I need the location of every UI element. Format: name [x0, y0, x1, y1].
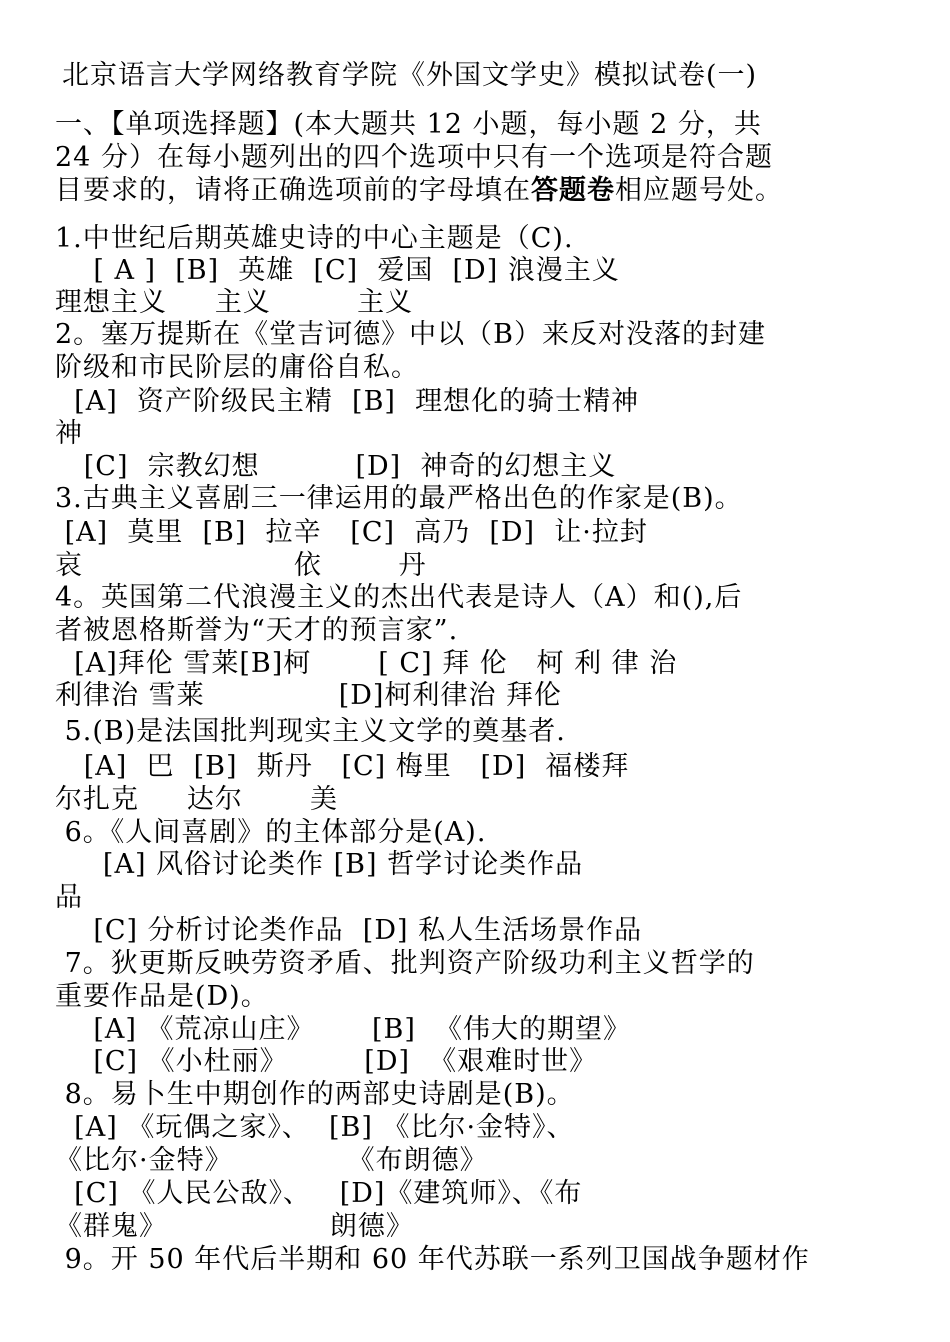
question-line: [A] 《荒凉山庄》 [B] 《伟大的期望》	[55, 1014, 632, 1045]
question-line: [C] 《小杜丽》 [D] 《艰难时世》	[55, 1046, 598, 1077]
section-intro-3a: 目要求的，请将正确选项前的字母填在	[55, 175, 531, 206]
question-line: [A] 《玩偶之家》、 [B] 《比尔·金特》、	[55, 1112, 575, 1143]
question-line: 品	[55, 882, 83, 913]
question-line: [C] 分析讨论类作品 [D] 私人生活场景作品	[55, 915, 643, 946]
question-line: 利律治 雪莱 [D]柯利律治 拜伦	[55, 680, 563, 711]
question-line: [A]拜伦 雪莱[B]柯 [ C] 拜 伦 柯 利 律 治	[55, 648, 678, 679]
question-line: [A] 巴 [B] 斯丹 [C] 梅里 [D] 福楼拜	[55, 751, 630, 782]
question-line: 者被恩格斯誉为“天才的预言家”.	[55, 615, 459, 646]
section-intro-2: 24 分）在每小题列出的四个选项中只有一个选项是符合题	[55, 142, 773, 173]
question-line: 7。狄更斯反映劳资矛盾、批判资产阶级功利主义哲学的	[55, 948, 755, 979]
section-heading-line	[55, 108, 762, 141]
question-line: 阶级和市民阶层的庸俗自私。	[55, 352, 419, 383]
question-line: 3.古典主义喜剧三一律运用的最严格出色的作家是(B)。	[55, 483, 743, 514]
question-line: 2。塞万提斯在《堂吉诃德》中以（B）来反对没落的封建	[55, 319, 767, 350]
question-line: 重要作品是(D)。	[55, 981, 269, 1012]
section-intro-3c: 相应题号处。	[615, 175, 783, 206]
question-line: 8。易卜生中期创作的两部史诗剧是(B)。	[55, 1079, 575, 1110]
question-line: 尔扎克 达尔 美	[55, 784, 338, 815]
question-line: 6。《人间喜剧》的主体部分是(A).	[55, 817, 487, 848]
question-line: [ A ] [B] 英雄 [C] 爱国 [D] 浪漫主义	[55, 255, 620, 286]
section-lead: 一、【单项选择题】	[55, 109, 294, 140]
question-line: 5.(B)是法国批判现实主义文学的奠基者.	[55, 716, 566, 747]
section-intro-1: (本大题共 12 小题，每小题 2 分，共	[293, 109, 762, 140]
question-line: [A] 风俗讨论类作 [B] 哲学讨论类作品	[55, 849, 584, 880]
document-title: 北京语言大学网络教育学院《外国文学史》模拟试卷(一)	[62, 60, 758, 91]
answer-sheet-emphasis: 答题卷	[531, 175, 615, 206]
question-line: 理想主义 主义 主义	[55, 287, 414, 318]
question-line: 神	[55, 418, 83, 449]
section-intro-3	[55, 174, 783, 207]
question-line: [A] 莫里 [B] 拉辛 [C] 高乃 [D] 让·拉封	[55, 517, 648, 548]
question-line: [A] 资产阶级民主精 [B] 理想化的骑士精神	[55, 386, 640, 417]
question-line: 《群鬼》 朗德》	[55, 1211, 414, 1242]
question-line: 4。英国第二代浪漫主义的杰出代表是诗人（A）和(),后	[55, 582, 743, 613]
question-line: [C] 宗教幻想 [D] 神奇的幻想主义	[55, 451, 617, 482]
question-line: 1.中世纪后期英雄史诗的中心主题是（C).	[55, 223, 574, 254]
question-line: 《比尔·金特》 《布朗德》	[55, 1145, 488, 1176]
question-line: 哀 依 丹	[55, 550, 427, 581]
question-line: 9。开 50 年代后半期和 60 年代苏联一系列卫国战争题材作	[55, 1244, 810, 1275]
question-line: [C] 《人民公敌》、 [D]《建筑师》、《布	[55, 1178, 583, 1209]
